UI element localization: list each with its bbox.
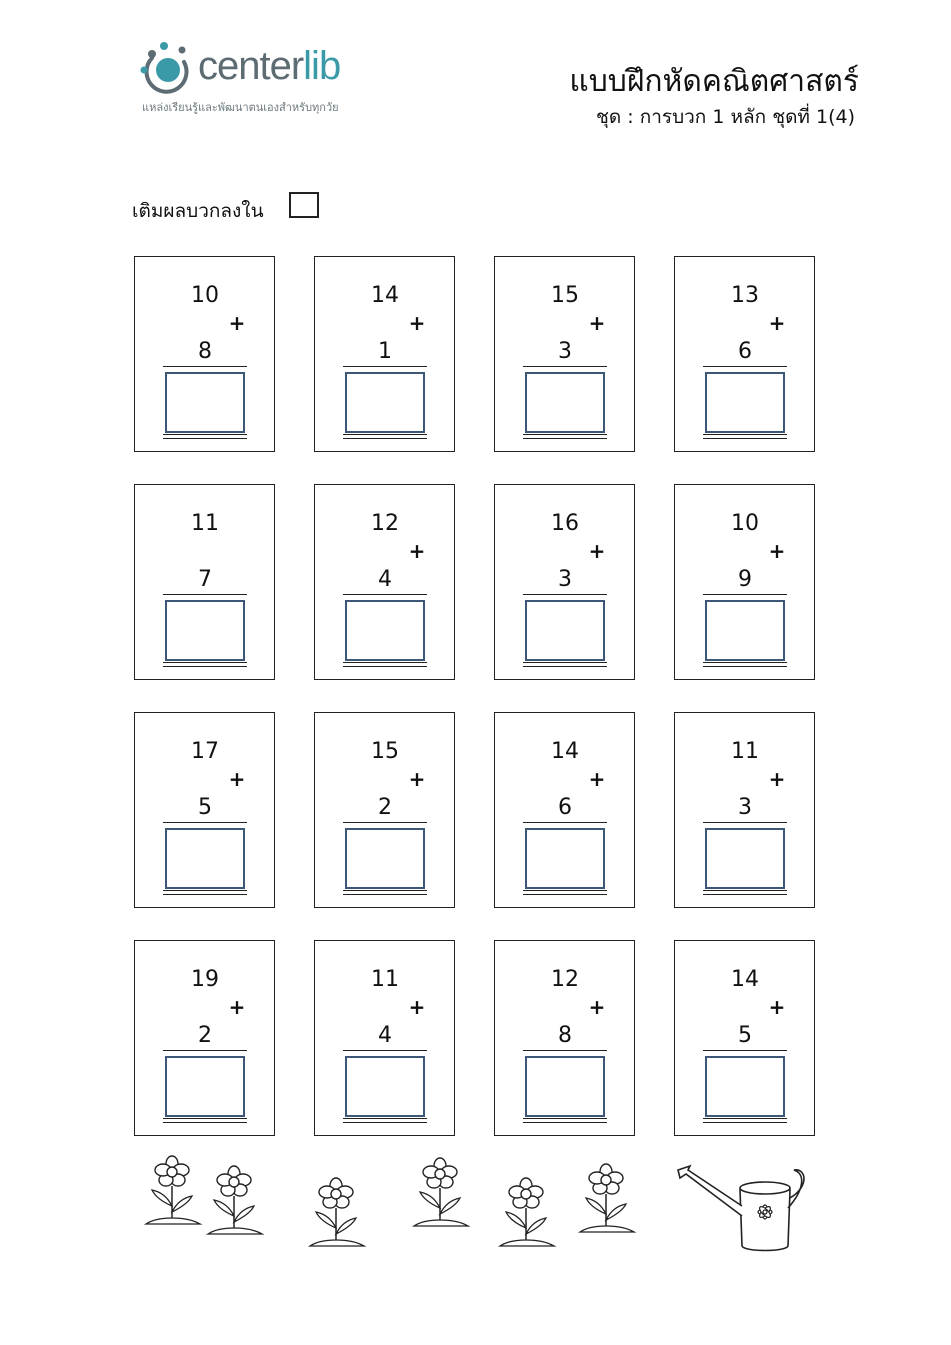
addend-bottom: 3 (558, 567, 572, 592)
plus-sign: + (408, 311, 426, 335)
answer-box[interactable] (345, 372, 425, 433)
worksheet-title: แบบฝึกหัดคณิตศาสตร์ (569, 64, 859, 99)
answer-box[interactable] (525, 600, 605, 661)
problem-card (314, 484, 455, 680)
answer-box[interactable] (345, 600, 425, 661)
answer-box[interactable] (165, 600, 245, 661)
problem-card (134, 256, 275, 452)
flower-icon (580, 1164, 634, 1232)
flower-icon (310, 1178, 364, 1246)
addend-bottom: 9 (738, 567, 752, 592)
problem-card (494, 256, 635, 452)
answer-box[interactable] (345, 828, 425, 889)
double-underline-top (523, 662, 607, 663)
plus-sign: + (768, 767, 786, 791)
worksheet-subtitle: ชุด : การบวก 1 หลัก ชุดที่ 1(4) (595, 106, 855, 128)
double-underline-top (343, 434, 427, 435)
double-underline-top (343, 890, 427, 891)
answer-box[interactable] (165, 1056, 245, 1117)
answer-box[interactable] (705, 1056, 785, 1117)
double-underline-bottom (343, 1122, 427, 1123)
flower-icon (500, 1178, 554, 1246)
logo-wordmark (198, 44, 340, 89)
sum-line (523, 1050, 607, 1051)
double-underline-top (523, 434, 607, 435)
problem-card (674, 712, 815, 908)
addend-bottom: 4 (378, 1023, 392, 1048)
addend-top: 13 (731, 283, 759, 308)
sum-line (703, 366, 787, 367)
double-underline-bottom (703, 438, 787, 439)
addend-top: 11 (371, 967, 399, 992)
double-underline-top (523, 890, 607, 891)
instruction-text: เติมผลบวกลงใน (132, 200, 264, 222)
plus-sign: + (768, 539, 786, 563)
centerlib-logo (138, 40, 408, 120)
flower-icon (414, 1158, 468, 1226)
addend-top: 15 (371, 739, 399, 764)
sum-line (703, 594, 787, 595)
addend-top: 17 (191, 739, 219, 764)
double-underline-top (343, 1118, 427, 1119)
addend-bottom: 5 (198, 795, 212, 820)
answer-box[interactable] (525, 828, 605, 889)
double-underline-top (703, 1118, 787, 1119)
double-underline-bottom (523, 666, 607, 667)
addend-top: 10 (191, 283, 219, 308)
addend-bottom: 6 (558, 795, 572, 820)
answer-box[interactable] (525, 372, 605, 433)
problem-card (494, 712, 635, 908)
plus-sign: + (228, 995, 246, 1019)
sum-line (703, 822, 787, 823)
double-underline-bottom (703, 1122, 787, 1123)
addend-bottom: 1 (378, 339, 392, 364)
plus-sign: + (408, 539, 426, 563)
plus-sign: + (768, 995, 786, 1019)
logo-mark-icon (138, 40, 198, 100)
double-underline-top (163, 1118, 247, 1119)
double-underline-bottom (523, 1122, 607, 1123)
plus-sign: + (588, 767, 606, 791)
answer-box[interactable] (705, 600, 785, 661)
double-underline-bottom (523, 438, 607, 439)
problem-card (314, 712, 455, 908)
sum-line (163, 594, 247, 595)
addend-bottom: 5 (738, 1023, 752, 1048)
sum-line (343, 366, 427, 367)
addend-bottom: 4 (378, 567, 392, 592)
answer-box[interactable] (165, 372, 245, 433)
addend-top: 15 (551, 283, 579, 308)
plus-sign: + (588, 995, 606, 1019)
problem-card (314, 940, 455, 1136)
plus-sign: + (768, 311, 786, 335)
sum-line (523, 366, 607, 367)
problem-card (314, 256, 455, 452)
sum-line (163, 822, 247, 823)
addend-bottom: 8 (558, 1023, 572, 1048)
plus-sign: + (588, 539, 606, 563)
flower-icon (146, 1156, 200, 1224)
addend-top: 16 (551, 511, 579, 536)
double-underline-bottom (523, 894, 607, 895)
addend-top: 11 (191, 511, 219, 536)
answer-box[interactable] (705, 372, 785, 433)
plus-sign: + (588, 311, 606, 335)
double-underline-bottom (163, 894, 247, 895)
sum-line (523, 594, 607, 595)
double-underline-top (703, 662, 787, 663)
watering-can-icon (678, 1166, 804, 1251)
addend-bottom: 2 (198, 1023, 212, 1048)
double-underline-top (163, 434, 247, 435)
problem-card (134, 484, 275, 680)
double-underline-top (163, 890, 247, 891)
addend-bottom: 6 (738, 339, 752, 364)
addend-bottom: 3 (558, 339, 572, 364)
addend-top: 10 (731, 511, 759, 536)
flower-icon (208, 1166, 262, 1234)
sum-line (523, 822, 607, 823)
addend-top: 12 (371, 511, 399, 536)
double-underline-bottom (703, 666, 787, 667)
problem-card (494, 484, 635, 680)
problem-card (674, 256, 815, 452)
plus-sign: + (408, 995, 426, 1019)
sum-line (163, 366, 247, 367)
double-underline-bottom (343, 894, 427, 895)
plus-sign: + (408, 767, 426, 791)
problem-card (674, 940, 815, 1136)
instruction-sample-box (289, 192, 319, 218)
problem-card (494, 940, 635, 1136)
double-underline-bottom (163, 666, 247, 667)
logo-word-main: center (198, 44, 304, 88)
double-underline-bottom (343, 438, 427, 439)
addend-top: 11 (731, 739, 759, 764)
double-underline-top (343, 662, 427, 663)
addend-bottom: 7 (198, 567, 212, 592)
double-underline-top (523, 1118, 607, 1119)
sum-line (343, 1050, 427, 1051)
problem-card (674, 484, 815, 680)
answer-box[interactable] (345, 1056, 425, 1117)
double-underline-top (703, 890, 787, 891)
logo-word-accent: lib (303, 44, 341, 88)
addend-bottom: 3 (738, 795, 752, 820)
addend-top: 14 (551, 739, 579, 764)
problem-card (134, 940, 275, 1136)
sum-line (703, 1050, 787, 1051)
double-underline-bottom (163, 438, 247, 439)
double-underline-bottom (163, 1122, 247, 1123)
problem-card (134, 712, 275, 908)
decoration-strip (130, 1150, 820, 1260)
problem-grid (134, 256, 816, 1138)
double-underline-top (163, 662, 247, 663)
addend-top: 14 (731, 967, 759, 992)
addend-top: 19 (191, 967, 219, 992)
addend-bottom: 8 (198, 339, 212, 364)
plus-sign: + (228, 311, 246, 335)
addend-top: 12 (551, 967, 579, 992)
sum-line (343, 594, 427, 595)
sum-line (163, 1050, 247, 1051)
answer-box[interactable] (165, 828, 245, 889)
sum-line (343, 822, 427, 823)
addend-bottom: 2 (378, 795, 392, 820)
answer-box[interactable] (525, 1056, 605, 1117)
answer-box[interactable] (705, 828, 785, 889)
plus-sign: + (228, 767, 246, 791)
addend-top: 14 (371, 283, 399, 308)
double-underline-bottom (343, 666, 427, 667)
double-underline-top (703, 434, 787, 435)
logo-tagline: แหล่งเรียนรู้และพัฒนาตนเองสำหรับทุกวัย (142, 101, 339, 114)
double-underline-bottom (703, 894, 787, 895)
